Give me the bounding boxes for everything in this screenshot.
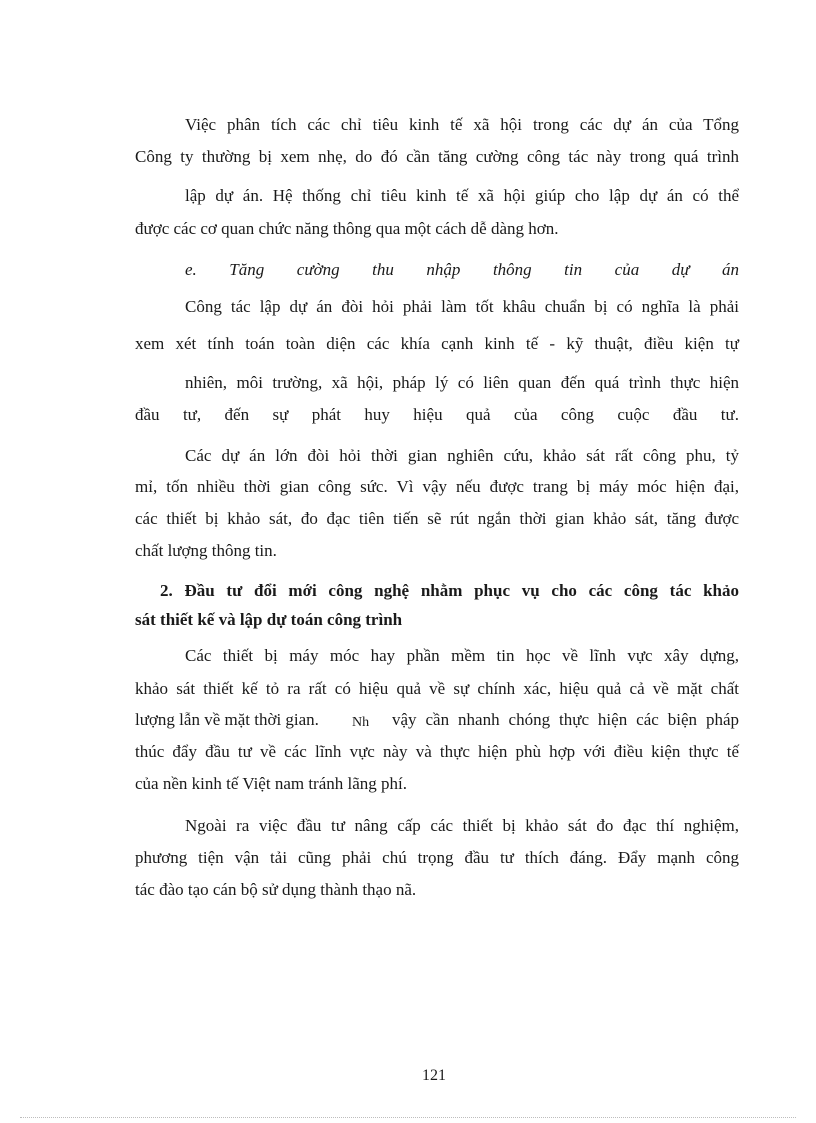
text-line: đầu tư, đến sự phát huy hiệu quả của công cuộc đầu tư. — [135, 405, 739, 424]
text-line: của nền kinh tế Việt nam tránh lãng phí. — [135, 774, 408, 793]
text-line: lập dự án. Hệ thống chỉ tiêu kinh tế xã hội giúp cho lập dự án có thể — [185, 186, 739, 205]
text-line: lượng lẫn về mặt thời gian. — [135, 710, 319, 729]
text-line: Ngoài ra việc đầu tư nâng cấp các thiết bị khảo sát đo đạc thí nghiệm, — [185, 816, 739, 835]
section-heading: sát thiết kế và lập dự toán công trình — [135, 610, 403, 629]
text-line: được các cơ quan chức năng thông qua một cách dễ dàng hơn. — [135, 219, 559, 238]
section-subheading: e. Tăng cường thu nhập thông tin của dự án — [185, 260, 739, 279]
text-line: Công tác lập dự án đòi hỏi phải làm tốt khâu chuẩn bị có nghĩa là phải — [185, 297, 739, 316]
text-line: tác đào tạo cán bộ sử dụng thành thạo nã. — [135, 880, 417, 899]
page-number: 121 — [422, 1067, 446, 1084]
text-line: phương tiện vận tải cũng phải chú trọng đầu tư thích đáng. Đẩy mạnh công — [135, 848, 739, 867]
text-line: mỉ, tốn nhiều thời gian công sức. Vì vậy nếu được trang bị máy móc hiện đại, — [135, 477, 739, 496]
text-line: khảo sát thiết kế tỏ ra rất có hiệu quả về sự chính xác, hiệu quả cả về mặt chất — [135, 679, 739, 698]
text-line: nhiên, môi trường, xã hội, pháp lý có liên quan đến quá trình thực hiện — [185, 373, 739, 392]
text-line: xem xét tính toán toàn diện các khía cạnh kinh tế - kỹ thuật, điều kiện tự — [135, 334, 739, 353]
text-fragment: Nh — [352, 715, 370, 730]
text-line: thúc đẩy đầu tư về các lĩnh vực này và thực hiện phù hợp với điều kiện thực tế — [135, 742, 739, 761]
footer-divider — [20, 1117, 796, 1118]
text-line: Các thiết bị máy móc hay phần mềm tin học về lĩnh vực xây dựng, — [185, 646, 739, 665]
text-line: chất lượng thông tin. — [135, 541, 277, 560]
text-line: các thiết bị khảo sát, đo đạc tiên tiến sẽ rút ngắn thời gian khảo sát, tăng được — [135, 509, 739, 528]
section-heading: 2. Đầu tư đổi mới công nghệ nhằm phục vụ cho các công tác khảo — [160, 581, 739, 600]
text-line: Việc phân tích các chỉ tiêu kinh tế xã hội trong các dự án của Tổng — [185, 115, 739, 134]
text-line: Các dự án lớn đòi hỏi thời gian nghiên cứu, khảo sát rất công phu, tỷ — [185, 446, 739, 465]
text-line: Công ty thường bị xem nhẹ, do đó cần tăng cường công tác này trong quá trình — [135, 147, 739, 166]
text-line: vậy cần nhanh chóng thực hiện các biện pháp — [392, 710, 739, 729]
